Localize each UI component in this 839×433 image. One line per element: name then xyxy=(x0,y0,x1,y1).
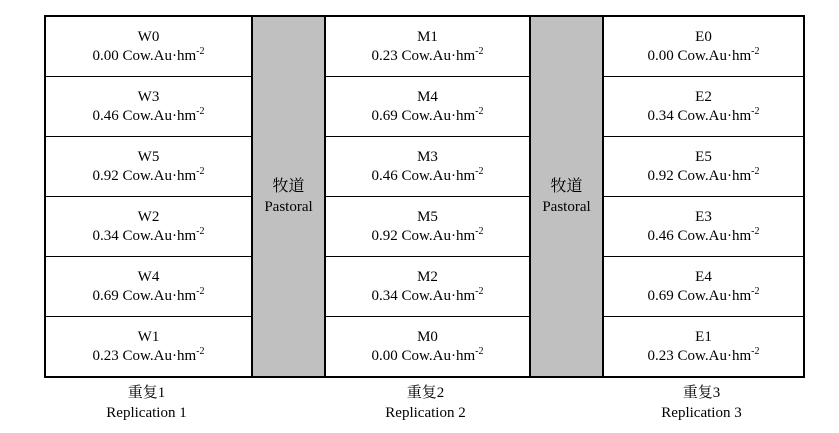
plot-id: M5 xyxy=(417,208,438,225)
caption-en: Replication 2 xyxy=(385,405,466,421)
plot-cell-w3 xyxy=(46,77,251,137)
plot-cell-e2 xyxy=(604,77,803,137)
grazing-rate: 0.34 $Cow.Au\cdot hm^{-2}$ xyxy=(647,105,760,124)
grazing-rate: 0.69 $Cow.Au\cdot hm^{-2}$ xyxy=(92,285,205,304)
plot-cell-m3 xyxy=(326,137,529,197)
grazing-rate: 0.34 $Cow.Au\cdot hm^{-2}$ xyxy=(92,225,205,244)
plot-id: W2 xyxy=(137,208,160,225)
plot-cell-w5 xyxy=(46,137,251,197)
plot-cell-e5 xyxy=(604,137,803,197)
grazing-rate: 0.46 $Cow.Au\cdot hm^{-2}$ xyxy=(92,105,205,124)
plot-id: M3 xyxy=(417,148,438,165)
replication-1-caption xyxy=(44,383,249,423)
grazing-rate: 0.46 $Cow.Au\cdot hm^{-2}$ xyxy=(647,225,760,244)
plot-id: W5 xyxy=(137,148,160,165)
grazing-rate: 0.23 $Cow.Au\cdot hm^{-2}$ xyxy=(647,345,760,364)
grazing-rate: 0.23 $Cow.Au\cdot hm^{-2}$ xyxy=(92,345,205,364)
grazing-rate: 0.92 $Cow.Au\cdot hm^{-2}$ xyxy=(647,165,760,184)
plot-layout-grid xyxy=(44,15,805,378)
plot-id: M4 xyxy=(417,88,438,105)
plot-cell-e0 xyxy=(604,17,803,77)
grazing-rate: 0.34 $Cow.Au\cdot hm^{-2}$ xyxy=(371,285,484,304)
grazing-rate: 0.00 $Cow.Au\cdot hm^{-2}$ xyxy=(92,45,205,64)
plot-id: E1 xyxy=(695,328,712,345)
plot-id: W1 xyxy=(137,328,160,345)
plot-id: W4 xyxy=(137,268,160,285)
plot-id: E4 xyxy=(695,268,712,285)
caption-en: Replication 1 xyxy=(106,405,187,421)
grazing-rate: 0.00 $Cow.Au\cdot hm^{-2}$ xyxy=(371,345,484,364)
caption-cn: 重复2 xyxy=(406,385,445,401)
replication-3-column xyxy=(604,17,803,376)
caption-en: Replication 3 xyxy=(661,405,742,421)
plot-id: W3 xyxy=(137,88,160,105)
plot-id: E0 xyxy=(695,28,712,45)
plot-id: M2 xyxy=(417,268,438,285)
plot-cell-w2 xyxy=(46,197,251,257)
plot-cell-m5 xyxy=(326,197,529,257)
plot-cell-e1 xyxy=(604,317,803,376)
plot-cell-w4 xyxy=(46,257,251,317)
plot-id: E3 xyxy=(695,208,712,225)
plot-id: M1 xyxy=(417,28,438,45)
replication-3-caption xyxy=(602,383,801,423)
plot-cell-m0 xyxy=(326,317,529,376)
grazing-rate: 0.92 $Cow.Au\cdot hm^{-2}$ xyxy=(92,165,205,184)
replication-2-column xyxy=(326,17,529,376)
plot-id: E2 xyxy=(695,88,712,105)
grazing-rate: 0.23 $Cow.Au\cdot hm^{-2}$ xyxy=(371,45,484,64)
grazing-rate: 0.69 $Cow.Au\cdot hm^{-2}$ xyxy=(371,105,484,124)
grazing-rate: 0.92 $Cow.Au\cdot hm^{-2}$ xyxy=(371,225,484,244)
caption-cn: 重复1 xyxy=(127,385,166,401)
plot-cell-m2 xyxy=(326,257,529,317)
plot-id: M0 xyxy=(417,328,438,345)
replication-1-column xyxy=(46,17,251,376)
pastoral-lane-2 xyxy=(529,17,604,376)
plot-cell-m4 xyxy=(326,77,529,137)
pastoral-label-en: Pastoral xyxy=(542,198,591,215)
pastoral-lane-1 xyxy=(251,17,326,376)
plot-cell-e4 xyxy=(604,257,803,317)
plot-cell-m1 xyxy=(326,17,529,77)
plot-id: E5 xyxy=(695,148,712,165)
grazing-rate: 0.46 $Cow.Au\cdot hm^{-2}$ xyxy=(371,165,484,184)
pastoral-label-en: Pastoral xyxy=(264,198,313,215)
plot-cell-e3 xyxy=(604,197,803,257)
caption-cn: 重复3 xyxy=(682,385,721,401)
replication-2-caption xyxy=(324,383,527,423)
grazing-rate: 0.69 $Cow.Au\cdot hm^{-2}$ xyxy=(647,285,760,304)
plot-cell-w1 xyxy=(46,317,251,376)
plot-id: W0 xyxy=(137,28,160,45)
grazing-rate: 0.00 $Cow.Au\cdot hm^{-2}$ xyxy=(647,45,760,64)
plot-cell-w0 xyxy=(46,17,251,77)
pastoral-label-cn: 牧道 xyxy=(550,177,583,195)
pastoral-label-cn: 牧道 xyxy=(272,177,305,195)
